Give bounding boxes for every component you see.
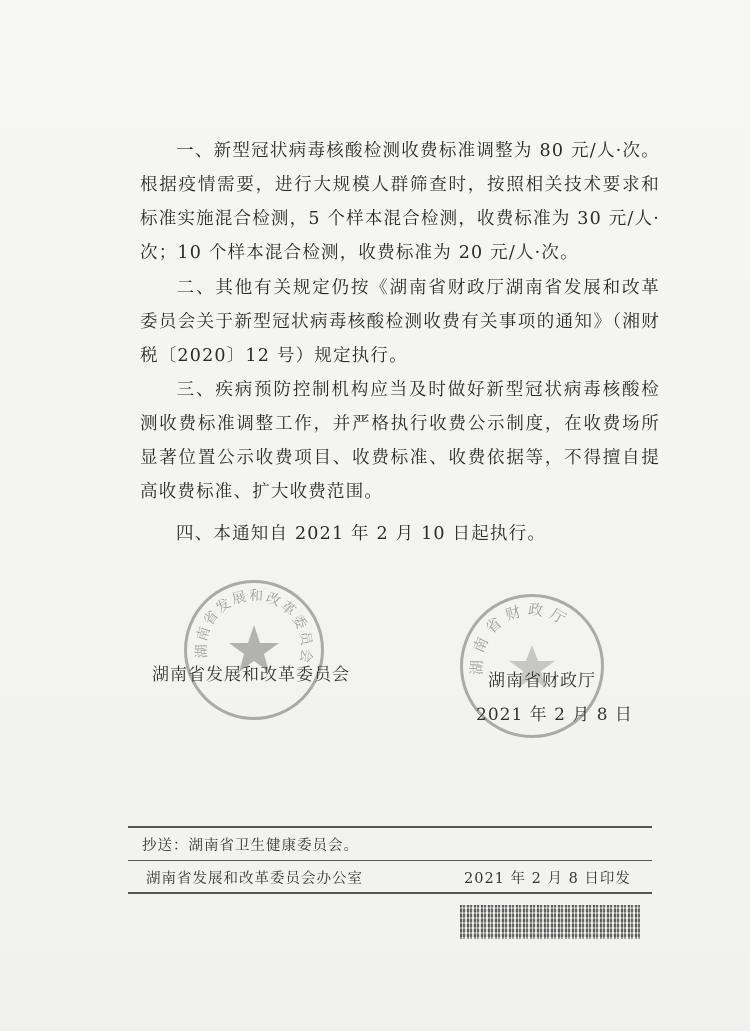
footer-rule-top xyxy=(128,826,652,828)
carbon-copy-line: 抄送：湖南省卫生健康委员会。 xyxy=(142,838,359,854)
body-paragraph-4: 四、本通知自 2021 年 2 月 10 日起执行。 xyxy=(176,524,547,544)
signature-date: 2021 年 2 月 8 日 xyxy=(476,705,633,725)
footer-rule-bottom xyxy=(128,892,652,894)
svg-text:湖南省财政厅: 湖南省财政厅 xyxy=(467,600,575,676)
signer-drc: 湖南省发展和改革委员会 xyxy=(152,665,350,685)
print-date: 2021 年 2 月 8 日印发 xyxy=(464,871,631,887)
seal-star-icon xyxy=(187,583,321,717)
body-paragraph-2: 二、其他有关规定仍按《湖南省财政厅湖南省发展和改革委员会关于新型冠状病毒核酸检测收费有关事项的通知》（湘财税〔2020〕12 号）规定执行。 xyxy=(140,278,660,366)
body-paragraph-3: 三、疾病预防控制机构应当及时做好新型冠状病毒核酸检测收费标准调整工作，并严格执行收费公示制度，在收费场所显著位置公示收费项目、收费标准、收费依据等，不得擅自提高收费标准、扩大收费范围。 xyxy=(140,380,660,502)
footer-rule-middle xyxy=(128,860,652,861)
official-seal-drc xyxy=(184,580,324,720)
issuing-office: 湖南省发展和改革委员会办公室 xyxy=(146,871,363,887)
signer-finance: 湖南省财政厅 xyxy=(488,671,596,691)
svg-text:湖南省发展和改革委员会: 湖南省发展和改革委员会 xyxy=(193,587,315,666)
barcode-icon xyxy=(460,905,640,939)
body-paragraph-1: 一、新型冠状病毒核酸检测收费标准调整为 80 元/人·次。根据疫情需要，进行大规模人群筛查时，按照相关技术要求和标准实施混合检测，5 个样本混合检测，收费标准为 30 元/人·次；10 个样本混合检测，收费标准为 20 元/人·次。 xyxy=(140,141,660,263)
